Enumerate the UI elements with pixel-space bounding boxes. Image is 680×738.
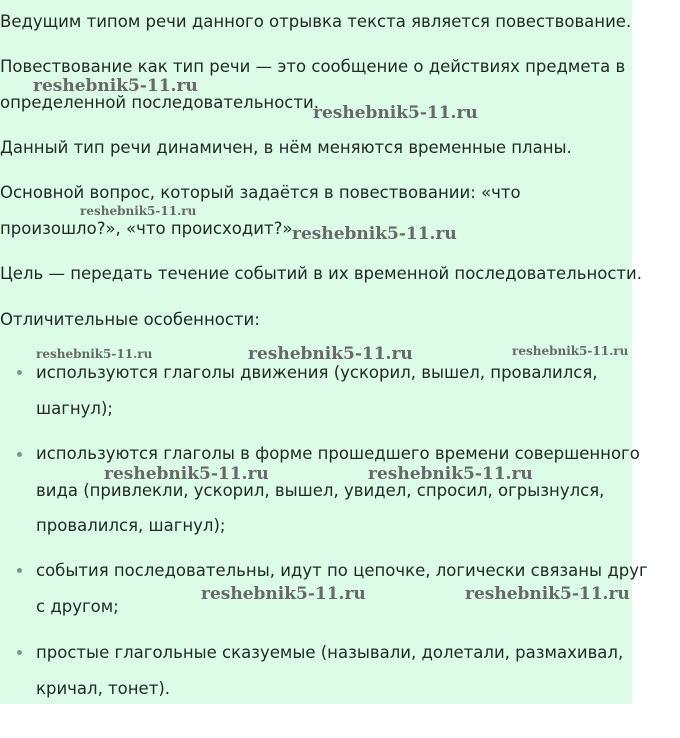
watermark-text: reshebnik5-11.ru [368, 464, 533, 484]
feature-item-2-line1: используются глаголы в форме прошедшего времени совершенного [36, 444, 640, 463]
paragraph-speech-type: Ведущим типом речи данного отрывка текста является повествование. [0, 12, 632, 31]
feature-item-3-line2: с другом; [36, 597, 119, 616]
paragraph-definition-line1: Повествование как тип речи — это сообщение о действиях предмета в [0, 57, 626, 76]
feature-item-1-line2: шагнул); [36, 399, 113, 418]
watermark-text: reshebnik5-11.ru [465, 584, 630, 604]
paragraph-goal: Цель — передать течение событий в их временной последовательности. [0, 264, 642, 283]
watermark-text: reshebnik5-11.ru [201, 584, 366, 604]
paragraph-features-heading: Отличительные особенности: [0, 310, 260, 329]
feature-item-3-line1: события последовательны, идут по цепочке, логически связаны друг [36, 561, 648, 580]
watermark-text: reshebnik5-11.ru [292, 224, 457, 244]
watermark-text: reshebnik5-11.ru [313, 103, 478, 123]
watermark-text: reshebnik5-11.ru [104, 464, 269, 484]
watermark-text: reshebnik5-11.ru [33, 76, 198, 96]
watermark-text: reshebnik5-11.ru [80, 204, 197, 218]
feature-item-2-line2: вида (привлекли, ускорил, вышел, увидел, спросил, огрызнулся, [36, 481, 605, 500]
watermark-text: reshebnik5-11.ru [248, 344, 413, 364]
bullet-marker [17, 568, 22, 573]
watermark-text: reshebnik5-11.ru [36, 347, 153, 361]
watermark-text: reshebnik5-11.ru [512, 344, 629, 358]
bullet-marker [17, 650, 22, 655]
paragraph-question-line1: Основной вопрос, который задаётся в повествовании: «что [0, 183, 521, 202]
feature-item-4-line1: простые глагольные сказуемые (называли, долетали, размахивал, [36, 643, 624, 662]
bullet-marker [17, 370, 22, 375]
feature-item-2-line3: провалился, шагнул); [36, 516, 226, 535]
feature-item-4-line2: кричал, тонет). [36, 679, 170, 698]
paragraph-definition-line2: определенной последовательности. [0, 93, 319, 112]
feature-item-1-line1: используются глаголы движения (ускорил, вышел, провалился, [36, 363, 598, 382]
paragraph-dynamics: Данный тип речи динамичен, в нём меняются временные планы. [0, 138, 572, 157]
bullet-marker [17, 452, 22, 457]
paragraph-question-line2: произошло?», «что происходит?». [0, 219, 298, 238]
